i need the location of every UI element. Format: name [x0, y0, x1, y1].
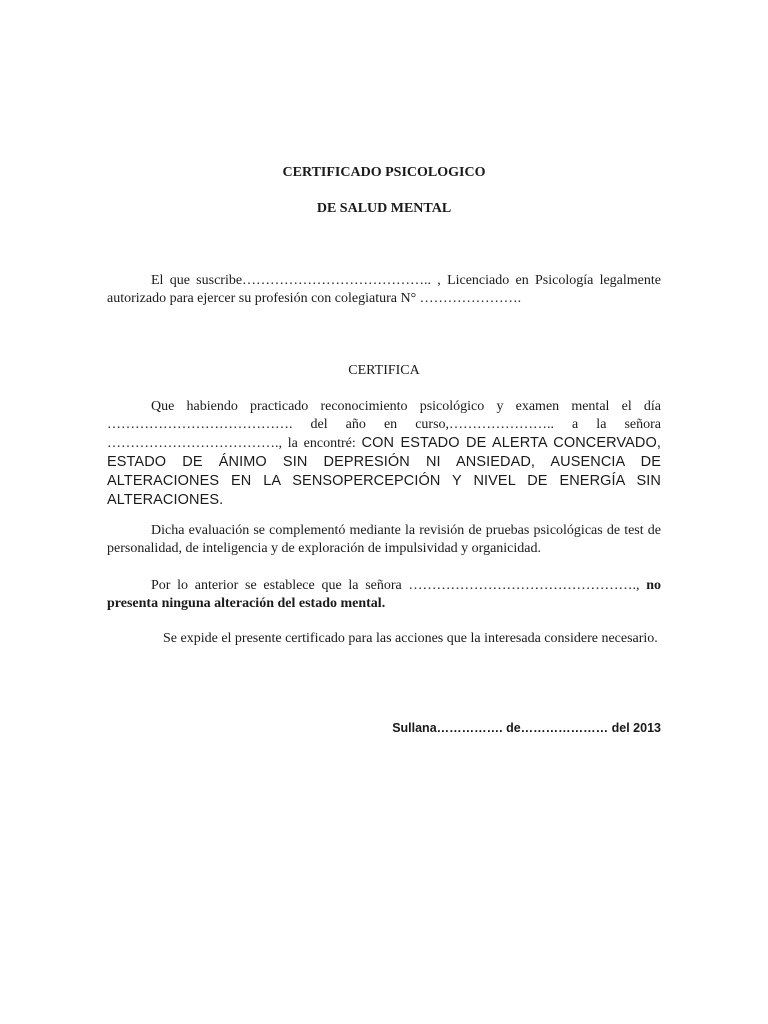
conclusion-paragraph: [107, 577, 661, 613]
habiendo-paragraph: [107, 398, 661, 510]
document-subtitle: DE SALUD MENTAL: [316, 201, 452, 216]
conclusion-bold-text: no presenta ninguna alteración del estado mental.: [107, 578, 661, 611]
conclusion-intro-text: Por lo anterior se establece que la señora ………………………………………….,: [151, 578, 647, 593]
habiendo-findings-text: CON ESTADO DE ALERTA CONCERVADO, ESTADO DE ÁNIMO SIN DEPRESIÓN NI ANSIEDAD, AUSENCIA DE ALTERACIONES EN LA SENSOPERCEPCIÓN Y NIVEL DE ENERGÍA SIN ALTERACIONES.: [107, 435, 662, 508]
habiendo-intro-text: Que habiendo practicado reconocimiento psicológico y examen mental el día …………………………………. del año en curso,………………….. a la señora ………………………………., la encontré:: [107, 399, 661, 451]
evaluacion-paragraph: Dicha evaluación se complementó mediante la revisión de pruebas psicológicas de test de personalidad, de inteligencia y de exploración de impulsividad y organicidad.: [107, 523, 661, 556]
document-title: CERTIFICADO PSICOLOGICO: [282, 165, 486, 180]
expide-paragraph: Se expide el presente certificado para las acciones que la interesada considere necesario.: [163, 631, 658, 646]
certifica-heading: CERTIFICA: [348, 363, 420, 378]
place-date-line: Sullana……………. de………………… del 2013: [392, 721, 661, 735]
suscribe-paragraph: El que suscribe………………………………….. , Licenciado en Psicología legalmente autorizado para ejercer su profesión con colegiatura N° ………………….: [107, 273, 661, 306]
